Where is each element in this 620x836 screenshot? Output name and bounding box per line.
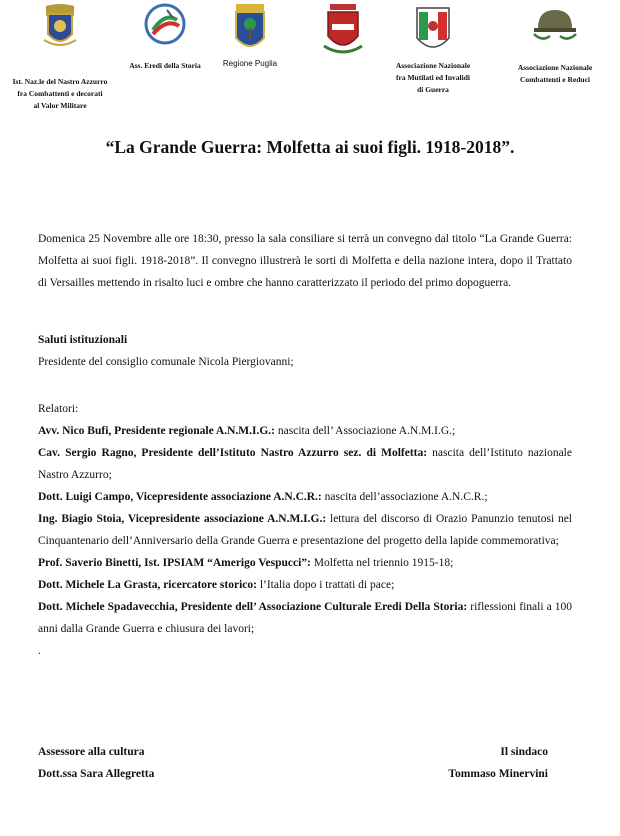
relatori-section (38, 398, 572, 662)
signature-sindaco (448, 741, 548, 785)
speaker-topic: nascita dell’Istituto nazionale Nastro Azzurro; (38, 447, 572, 481)
logo-combattenti-reduci (500, 2, 610, 86)
speaker-topic: riflessioni finali a 100 anni dalla Grande Guerra e chiusura dei lavori; (38, 601, 572, 635)
molfetta-coat-of-arms-icon (322, 2, 364, 58)
logo-mutilati-invalidi (378, 2, 488, 96)
saluti-section (38, 329, 572, 373)
logo-regione-puglia (205, 2, 295, 70)
saluti-heading: Saluti istituzionali (38, 334, 128, 346)
sindaco-name: Tommaso Minervini (448, 768, 548, 780)
logo-eredi-della-storia (115, 2, 215, 72)
assessore-name: Dott.ssa Sara Allegretta (38, 768, 155, 780)
speaker-item (38, 596, 572, 640)
logo-caption: Associazione Nazionale fra Mutilati ed Invalidi di Guerra (395, 61, 471, 94)
nastro-azzurro-emblem-icon (40, 2, 80, 52)
mutilati-invalidi-emblem-icon (413, 2, 453, 58)
logo-caption: Ass. Eredi della Storia (129, 61, 201, 70)
logo-caption: Associazione Nazionale Combattenti e Reduci (517, 63, 593, 84)
speaker-topic: l’Italia dopo i trattati di pace; (256, 579, 395, 591)
speaker-name: Dott. Luigi Campo, Vicepresidente associazione A.N.C.R.: (38, 491, 322, 503)
intro-section (38, 228, 572, 294)
logo-caption: Ist. Naz.le del Nastro Azzurro fra Combattenti e decorati al Valor Militare (12, 77, 108, 110)
speaker-topic: lettura del discorso di Orazio Panunzio tenutosi nel Cinquantenario dell’Anniversario della Grande Guerra e presentazione del progetto della lapide commemorativa; (38, 513, 573, 547)
speaker-item (38, 442, 572, 486)
logo-molfetta (318, 2, 368, 58)
speaker-name: Prof. Saverio Binetti, Ist. IPSIAM “Amerigo Vespucci”: (38, 557, 311, 569)
speaker-name: Dott. Michele Spadavecchia, Presidente dell’ Associazione Culturale Eredi Della Storia: (38, 601, 468, 613)
assessore-role: Assessore alla cultura (38, 746, 145, 758)
logo-caption: Regione Puglia (222, 59, 278, 68)
speaker-item (38, 574, 572, 596)
signature-assessore (38, 741, 154, 785)
relatori-heading: Relatori: (38, 403, 79, 415)
speaker-name: Cav. Sergio Ragno, Presidente dell’Istituto Nastro Azzurro sez. di Molfetta: (38, 447, 428, 459)
regione-puglia-emblem-icon (232, 2, 268, 54)
speaker-topic: nascita dell’associazione A.N.C.R.; (321, 491, 488, 503)
saluti-text: Presidente del consiglio comunale Nicola Piergiovanni; (38, 356, 294, 368)
eredi-della-storia-emblem-icon (143, 2, 187, 46)
trailing-dot: . (38, 645, 41, 657)
speaker-item (38, 420, 572, 442)
speaker-item (38, 552, 572, 574)
speaker-topic: nascita dell’ Associazione A.N.M.I.G.; (275, 425, 456, 437)
speaker-item (38, 508, 572, 552)
intro-paragraph: Domenica 25 Novembre alle ore 18:30, presso la sala consiliare si terrà un convegno dal titolo “La Grande Guerra: Molfetta ai suoi figli. 1918-2018”. Il convegno illustrerà le sorti di Molfetta e della nazione intera, dopo il Trattato di Versailles mettendo in risalto luci e ombre che hanno caratterizzato il periodo del primo dopoguerra. (38, 233, 572, 289)
speaker-name: Avv. Nico Bufi, Presidente regionale A.N.M.I.G.: (38, 425, 276, 437)
event-title: “La Grande Guerra: Molfetta ai suoi figli. 1918-2018”. (105, 137, 515, 157)
logo-nastro-azzurro (0, 2, 120, 112)
combattenti-reduci-helmet-icon (530, 2, 580, 42)
speaker-name: Dott. Michele La Grasta, ricercatore storico: (38, 579, 257, 591)
sindaco-role: Il sindaco (500, 746, 548, 758)
speaker-topic: Molfetta nel triennio 1915-18; (310, 557, 454, 569)
speaker-name: Ing. Biagio Stoia, Vicepresidente associazione A.N.M.I.G.: (38, 513, 327, 525)
speaker-item (38, 486, 572, 508)
